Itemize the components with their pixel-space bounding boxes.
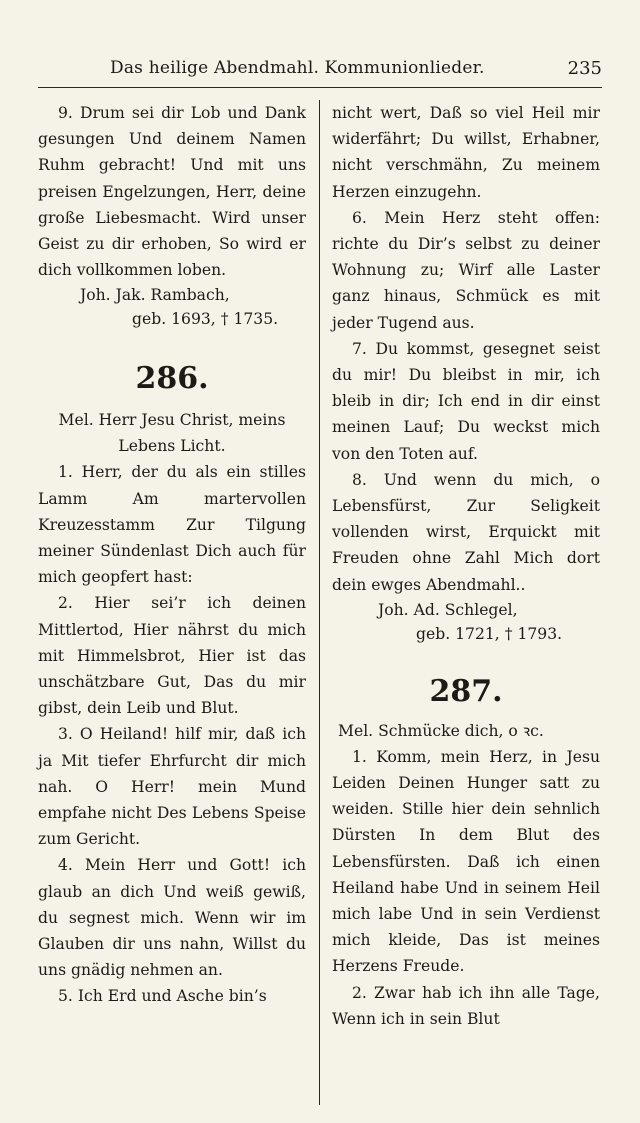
header-rule bbox=[38, 87, 602, 88]
page-number: 235 bbox=[567, 58, 602, 79]
hymn-286-stanza-7: 7. Du kommst, gesegnet seist du mir! Du bleibst in mir, ich bleib in dir; Ich end in dir einst meinen Lauf; Du weckst mich von den Toten auf. bbox=[332, 339, 600, 463]
hymn-286-stanza-6: 6. Mein Herz steht offen: richte du Dir’s selbst zu deiner Wohnung zu; Wirf alle Laster ganz hinaus, Schmück es mit jeder Tugend aus. bbox=[332, 208, 600, 332]
author-name: Joh. Jak. Rambach, bbox=[80, 286, 230, 305]
author-dates: geb. 1693, † 1735. bbox=[132, 310, 279, 329]
author-dates: geb. 1721, † 1793. bbox=[416, 624, 563, 643]
hymn-286-melody: Mel. Herr Jesu Christ, meins Lebens Licht. bbox=[58, 411, 286, 456]
hymn-number-287: 287. bbox=[429, 673, 503, 709]
hymn-286-stanza-8: 8. Und wenn du mich, o Lebensfürst, Zur Seligkeit vollenden wirst, Erquickt mit Freuden ohne Zahl Mich dort dein ewges Abendmahl.. bbox=[332, 470, 600, 594]
column-divider bbox=[319, 100, 320, 1105]
hymn-286-stanza-5-start: 5. Ich Erd und Asche bin’s bbox=[58, 987, 267, 1006]
left-column bbox=[38, 100, 306, 1010]
hymn-286-stanza-4: 4. Mein Herr und Gott! ich glaub an dich Und weiß gewiß, du segnest mich. Wenn wir im Glauben dir uns nahn, Willst du uns gnädig nehmen an. bbox=[38, 856, 306, 980]
running-head: Das heilige Abendmahl. Kommunionlieder. bbox=[110, 58, 485, 78]
author-attribution-rambach bbox=[38, 283, 306, 331]
hymn-286-stanza-5-continued: nicht wert, Daß so viel Heil mir widerfährt; Du willst, Erhabner, nicht verschmähn, Zu meinem Herzen einzugehn. bbox=[332, 104, 600, 201]
hymn-286-stanza-1: 1. Herr, der du als ein stilles Lamm Am martervollen Kreuzesstamm Zur Tilgung meiner Sündenlast Dich auch für mich geopfert hast: bbox=[38, 463, 306, 587]
hymn-287-stanza-1: 1. Komm, mein Herz, in Jesu Leiden Deinen Hunger satt zu weiden. Stille hier dein sehnlich Dürsten In dem Blut des Lebensfürsten. Daß ich einen Heiland habe Und in seinem Heil mich labe Und in sein Verdienst mich kleide, Das ist meines Herzens Freude. bbox=[332, 747, 600, 976]
author-name: Joh. Ad. Schlegel, bbox=[378, 600, 518, 619]
author-attribution-schlegel bbox=[332, 598, 600, 646]
hymn-287-melody: Mel. Schmücke dich, o ꝛc. bbox=[338, 721, 544, 740]
right-column bbox=[332, 100, 600, 1032]
stanza-9: 9. Drum sei dir Lob und Dank gesungen Und deinem Namen Ruhm gebracht! Und mit uns preisen Engelzungen, Herr, deine große Liebesmacht. Wird unser Geist zu dir erhoben, So wird er dich vollkommen loben. bbox=[38, 104, 306, 280]
hymn-287-stanza-2-start: 2. Zwar hab ich ihn alle Tage, Wenn ich in sein Blut bbox=[332, 983, 600, 1028]
hymn-number-286: 286. bbox=[135, 361, 209, 397]
hymn-286-stanza-2: 2. Hier sei’r ich deinen Mittlertod, Hier nährst du mich mit Himmelsbrot, Hier ist das unschätzbare Gut, Das du mir gibst, dein Leib und Blut. bbox=[38, 594, 306, 718]
page-header bbox=[38, 52, 602, 92]
hymn-286-stanza-3: 3. O Heiland! hilf mir, daß ich ja Mit tiefer Ehrfurcht dir mich nah. O Herr! mein Mund empfahe nicht Des Lebens Speise zum Gericht. bbox=[38, 725, 306, 849]
